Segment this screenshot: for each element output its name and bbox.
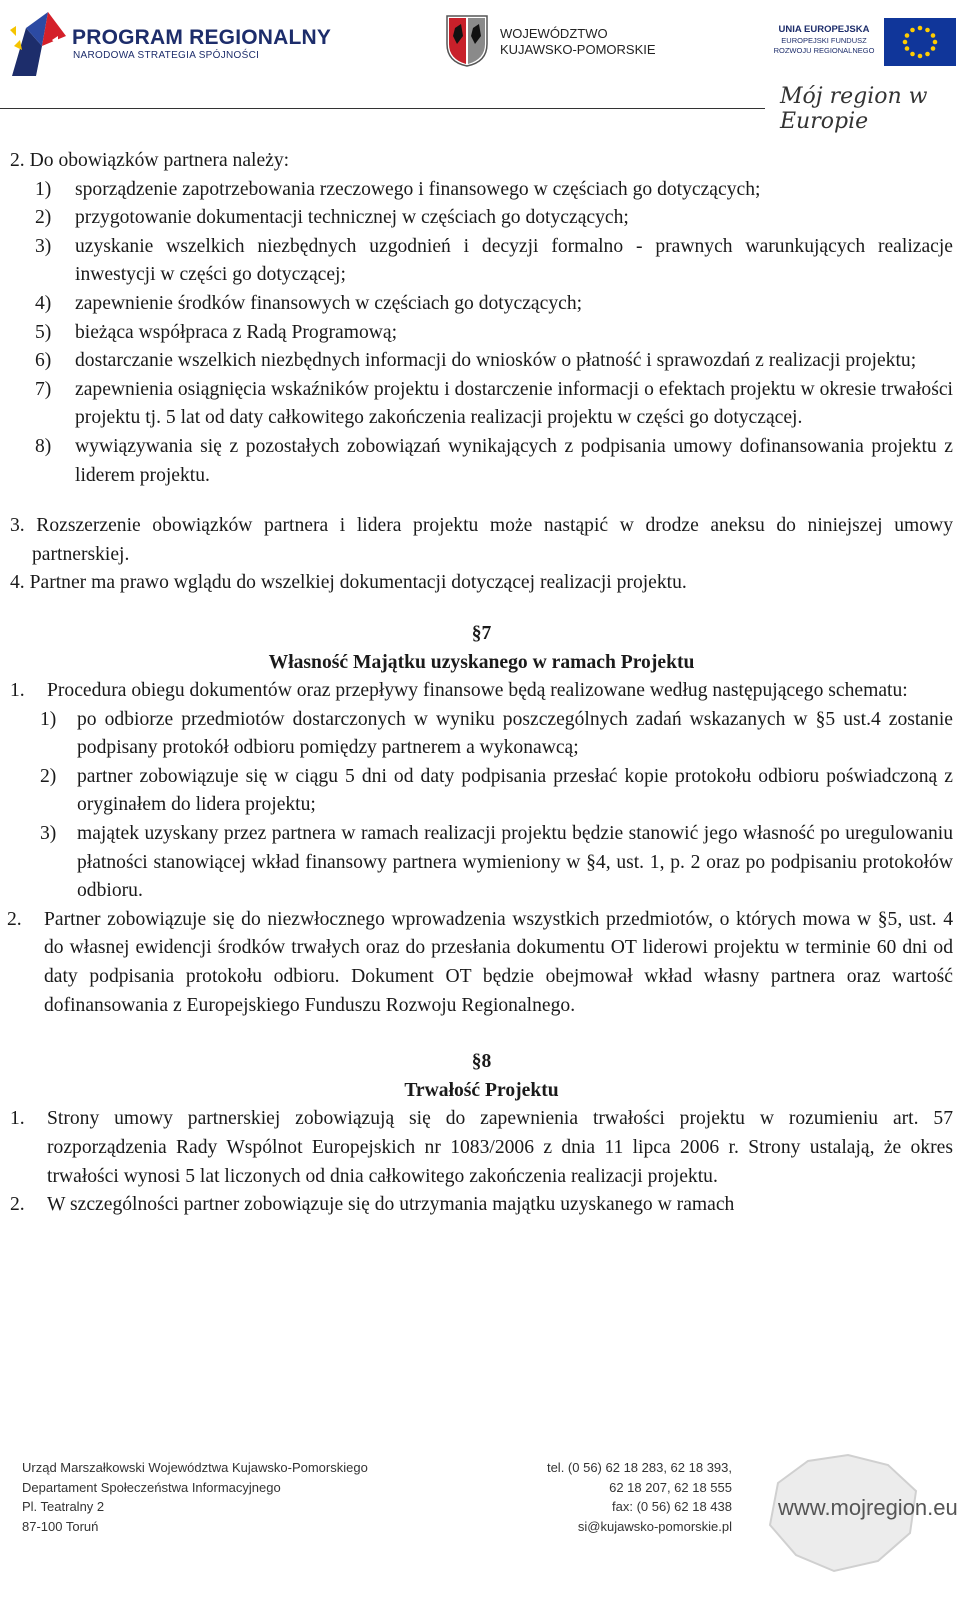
address-line: 87-100 Toruń [22, 1518, 99, 1534]
page-header [0, 0, 960, 134]
point-text: W szczególności partner zobowiązuje się do utrzymania majątku uzyskanego w ramach [47, 1194, 735, 1216]
paragraph-7-number: §7 [471, 622, 492, 644]
obligation-item [10, 204, 953, 233]
p8-point-1 [10, 1105, 953, 1191]
paragraph-8-title: Trwałość Projektu [404, 1079, 559, 1101]
region-line-2: KUJAWSKO-POMORSKIE [500, 42, 656, 57]
point-number: 1. [10, 680, 25, 702]
item-number: 5) [35, 321, 52, 343]
item-text: zapewnienie środków finansowych w częściach go dotyczących; [75, 292, 583, 314]
program-subtitle: NARODOWA STRATEGIA SPÓJNOŚCI [73, 50, 260, 61]
item-text: partner zobowiązuje się w ciągu 5 dni od daty podpisania przesłać kopie protokołu odbioru poświadczoną z oryginałem do lidera projektu; [77, 765, 953, 816]
point-text: Partner zobowiązuje się do niezwłocznego wprowadzenia wszystkich przedmiotów, o których mowa w §5, ust. 4 do własnej ewidencji środków trwałych oraz do przesłania dokumentu OT liderowi projektu w terminie 60 dni od daty podpisania protokołu odbioru. Dokument OT będzie obejmował wkład własny partnera oraz wartość dofinansowania z Europejskiego Funduszu Rozwoju Regionalnego. [44, 908, 953, 1016]
eu-fund-label [770, 24, 878, 56]
address-line: Departament Społeczeństwa Informacyjnego [22, 1479, 281, 1495]
phone-line: 62 18 207, 62 18 555 [609, 1479, 732, 1495]
item-text: majątek uzyskany przez partnera w ramach realizacji projektu będzie stanowić jego własność po uregulowaniu płatności stanowiącej wkład finansowy partnera wymieniony w §4, ust. 1, p. 2 oraz po podpisaniu protokołów odbioru. [77, 823, 953, 902]
obligation-item [10, 433, 953, 490]
item-number: 7) [35, 378, 52, 400]
item-number: 1) [40, 708, 57, 730]
item-text: uzyskanie wszelkich niezbędnych uzgodnień i decyzji formalno - prawnych warunkujących realizacje inwestycji w części go dotyczącej; [75, 235, 953, 286]
schema-item [10, 820, 953, 906]
section-2-intro: 2. Do obowiązków partnera należy: [10, 150, 290, 171]
item-number: 1) [35, 178, 52, 200]
p7-schema-list [10, 706, 953, 906]
address-line: Urząd Marszałkowski Województwa Kujawsko-Pomorskiego [22, 1460, 368, 1475]
obligations-list [10, 176, 953, 491]
section-4: 4. Partner ma prawo wglądu do wszelkiej dokumentacji dotyczącej realizacji projektu. [10, 572, 687, 594]
item-text: przygotowanie dokumentacji technicznej w częściach go dotyczących; [75, 207, 629, 229]
section-3: 3. Rozszerzenie obowiązków partnera i lidera projektu może nastąpić w drodze aneksu do niniejszej umowy partnerskiej. [10, 515, 953, 565]
item-number: 3) [35, 235, 52, 257]
email-link[interactable]: si@kujawsko-pomorskie.pl [577, 1518, 732, 1534]
item-text: bieżąca współpraca z Radą Programową; [75, 321, 398, 343]
item-text: zapewnienia osiągnięcia wskaźników projektu i dostarczenie informacji o efektach projektu w okresie trwałości projektu tj. 5 lat od daty całkowitego zakończenia realizacji projektu w części go dotyczącej. [75, 378, 953, 429]
eu-line-3: ROZWOJU REGIONALNEGO [773, 46, 875, 55]
item-text: dostarczanie wszelkich niezbędnych informacji do wniosków o płatność i sprawozdań z realizacji projektu; [75, 350, 917, 372]
schema-item [10, 706, 953, 763]
obligation-item [10, 176, 953, 205]
obligation-item [10, 347, 953, 376]
program-title: PROGRAM REGIONALNY [72, 26, 332, 49]
item-text: sporządzenie zapotrzebowania rzeczowego i finansowego w częściach go dotyczących; [75, 178, 761, 200]
region-name [500, 26, 656, 58]
document-body [7, 147, 953, 1220]
point-number: 2. [7, 908, 22, 930]
point-text: Procedura obiegu dokumentów oraz przepływy finansowe będą realizowane według następującego schematu: [47, 680, 908, 702]
item-number: 4) [35, 292, 52, 314]
obligation-item [10, 290, 953, 319]
point-text: Strony umowy partnerskiej zobowiązują się do zapewnienia trwałości projektu w rozumieniu art. 57 rozporządzenia Rady Wspólnot Europejskich nr 1083/2006 z dnia 11 lipca 2006 r. Strony ustalają, że okres trwałości wynosi 5 lat liczonych od dnia całkowitego zakończenia realizacji projektu. [47, 1108, 953, 1187]
region-crest-icon [445, 14, 489, 68]
item-number: 2) [40, 765, 57, 787]
eu-line-1: UNIA EUROPEJSKA [778, 24, 870, 35]
header-divider [0, 108, 765, 109]
p7-point-1 [10, 677, 953, 706]
point-number: 1. [10, 1108, 25, 1130]
region-line-1: WOJEWÓDZTWO [500, 26, 608, 41]
program-regionalny-logo-icon [8, 6, 72, 80]
eu-flag-icon [884, 18, 956, 66]
item-number: 6) [35, 350, 52, 372]
point-number: 2. [10, 1194, 25, 1216]
item-text: wywiązywania się z pozostałych zobowiązań wynikających z podpisania umowy dofinansowania projektu z liderem projektu. [75, 435, 953, 486]
website-link[interactable]: www.mojregion.eu [778, 1495, 958, 1520]
item-number: 3) [40, 823, 57, 845]
schema-item [10, 763, 953, 820]
obligation-item [10, 319, 953, 348]
slogan-signature: Mój region w Europie [780, 84, 928, 134]
obligation-item [10, 376, 953, 433]
p7-point-2 [7, 906, 953, 1020]
paragraph-7-title: Własność Majątku uzyskanego w ramach Projektu [268, 651, 695, 673]
item-text: po odbiorze przedmiotów dostarczonych w wyniku poszczególnych zadań wskazanych w §5 ust.4 zostanie podpisany protokół odbioru pomiędzy partnerem a wykonawcą; [77, 708, 953, 759]
eu-line-2: EUROPEJSKI FUNDUSZ [781, 36, 867, 45]
contact-info [520, 1458, 732, 1536]
p8-point-2 [10, 1191, 953, 1220]
page-footer [0, 1435, 960, 1620]
fax-line: fax: (0 56) 62 18 438 [612, 1499, 732, 1514]
item-number: 2) [35, 207, 52, 229]
obligation-item [10, 233, 953, 290]
office-address [22, 1458, 368, 1536]
paragraph-8-number: §8 [471, 1051, 492, 1073]
address-line: Pl. Teatralny 2 [22, 1499, 105, 1514]
item-number: 8) [35, 435, 52, 457]
phone-line: tel. (0 56) 62 18 283, 62 18 393, [546, 1460, 732, 1475]
